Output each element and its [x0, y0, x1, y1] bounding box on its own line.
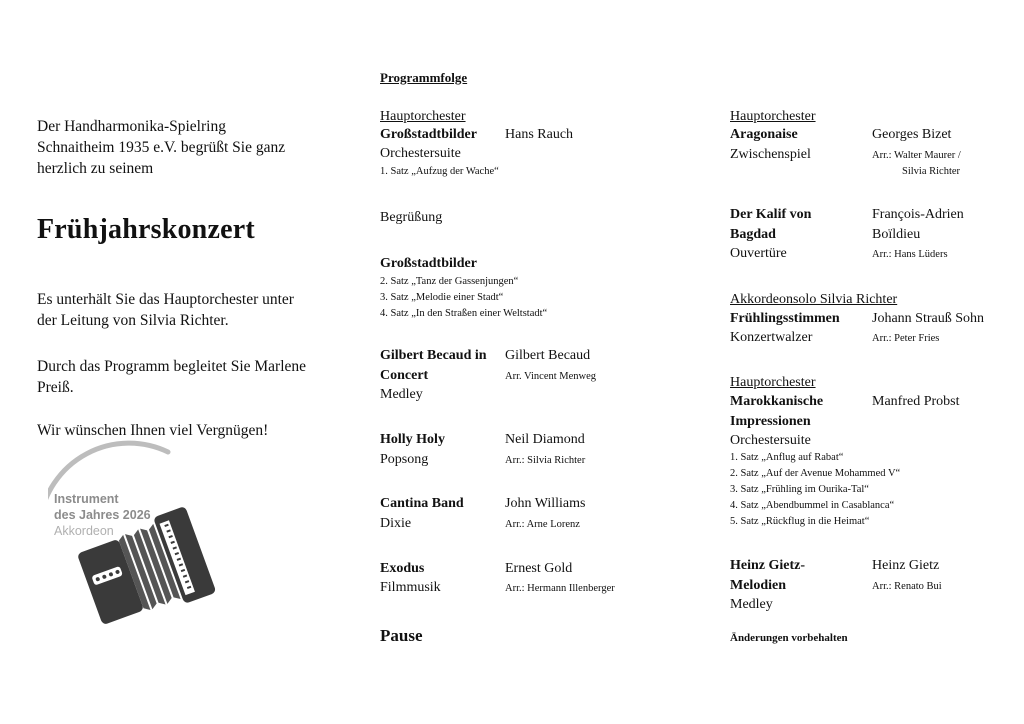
movement: 3. Satz „Melodie einer Stadt“	[380, 292, 504, 303]
composer: John Williams	[505, 496, 586, 511]
arranger: Arr. Vincent Menweg	[505, 371, 597, 382]
arranger: Silvia Richter	[902, 166, 961, 177]
logo-line-3: Akkordeon	[54, 524, 114, 538]
genre: Ouvertüre	[730, 246, 787, 261]
section-label: Hauptorchester	[380, 109, 466, 124]
piece-title: Bagdad	[730, 227, 776, 242]
genre: Dixie	[380, 516, 412, 531]
section-label: Hauptorchester	[730, 109, 816, 124]
genre: Orchestersuite	[380, 146, 461, 161]
movement: 4. Satz „Abendbummel in Casablanca“	[730, 500, 895, 511]
piece-title: Concert	[380, 368, 429, 383]
piece-title: Melodien	[730, 578, 786, 593]
movement: 2. Satz „Tanz der Gassenjungen“	[380, 276, 519, 287]
composer: François-Adrien	[872, 207, 964, 222]
arranger: Arr.: Walter Maurer /	[872, 150, 961, 161]
piece-title: Marokkanische	[730, 394, 824, 409]
movement: 5. Satz „Rückflug in die Heimat“	[730, 516, 870, 527]
welcome-text: Der Handharmonika-Spielring Schnaitheim 1935 e.V. begrüßt Sie ganz herzlich zu seinem	[37, 118, 286, 177]
piece-title: Heinz Gietz-	[730, 558, 806, 573]
piece-title: Cantina Band	[380, 496, 464, 511]
orchestra-info: Es unterhält Sie das Hauptorchester unter der Leitung von Silvia Richter.	[37, 291, 294, 329]
program-heading: Programmfolge	[380, 70, 468, 85]
changes-notice: Änderungen vorbehalten	[730, 632, 848, 644]
genre: Konzertwalzer	[730, 330, 813, 345]
composer: Hans Rauch	[505, 127, 574, 142]
movement: 3. Satz „Frühling im Ourika-Tal“	[730, 484, 869, 495]
composer: Manfred Probst	[872, 394, 960, 409]
concert-title: Frühjahrskonzert	[37, 214, 255, 245]
composer: Neil Diamond	[505, 432, 585, 447]
composer: Johann Strauß Sohn	[872, 311, 984, 326]
composer: Georges Bizet	[872, 127, 952, 142]
arranger: Arr.: Hans Lüders	[872, 249, 948, 260]
movement: 2. Satz „Auf der Avenue Mohammed V“	[730, 468, 901, 479]
composer: Heinz Gietz	[872, 558, 940, 573]
genre: Medley	[730, 597, 773, 612]
greeting: Begrüßung	[380, 210, 443, 225]
arranger: Arr.: Renato Bui	[872, 581, 942, 592]
genre: Medley	[380, 387, 423, 402]
arranger: Arr.: Silvia Richter	[505, 455, 586, 466]
genre: Zwischenspiel	[730, 147, 811, 162]
piece-title: Großstadtbilder	[380, 127, 477, 142]
piece-title: Großstadtbilder	[380, 256, 477, 271]
piece-title: Frühlingsstimmen	[730, 311, 840, 326]
piece-title: Gilbert Becaud in	[380, 348, 487, 363]
genre: Popsong	[380, 452, 429, 467]
section-label: Hauptorchester	[730, 375, 816, 390]
section-label: Akkordeonsolo Silvia Richter	[730, 292, 898, 307]
piece-title: Impressionen	[730, 414, 811, 429]
arranger: Arr.: Arne Lorenz	[505, 519, 580, 530]
movement: 1. Satz „Anflug auf Rabat“	[730, 452, 844, 463]
piece-title: Exodus	[380, 561, 425, 576]
piece-title: Aragonaise	[730, 127, 798, 142]
genre: Orchestersuite	[730, 433, 811, 448]
accordion-icon	[48, 440, 218, 640]
piece-title: Holly Holy	[380, 432, 445, 447]
movement: 1. Satz „Aufzug der Wache“	[380, 166, 499, 177]
arranger: Arr.: Hermann Illenberger	[505, 583, 615, 594]
logo-line-2: des Jahres 2026	[54, 508, 151, 522]
host-info: Durch das Programm begleitet Sie Marlene Preiß.	[37, 358, 307, 396]
arranger: Arr.: Peter Fries	[872, 333, 940, 344]
instrument-of-the-year-logo	[48, 440, 218, 640]
closing-text: Wir wünschen Ihnen viel Vergnügen!	[37, 422, 269, 439]
logo-line-1: Instrument	[54, 492, 119, 506]
composer: Gilbert Becaud	[505, 348, 591, 363]
composer: Ernest Gold	[505, 561, 573, 576]
genre: Filmmusik	[380, 580, 441, 595]
piece-title: Der Kalif von	[730, 207, 812, 222]
movement: 4. Satz „In den Straßen einer Weltstadt“	[380, 308, 548, 319]
composer: Boïldieu	[872, 227, 921, 242]
intermission: Pause	[380, 626, 423, 645]
